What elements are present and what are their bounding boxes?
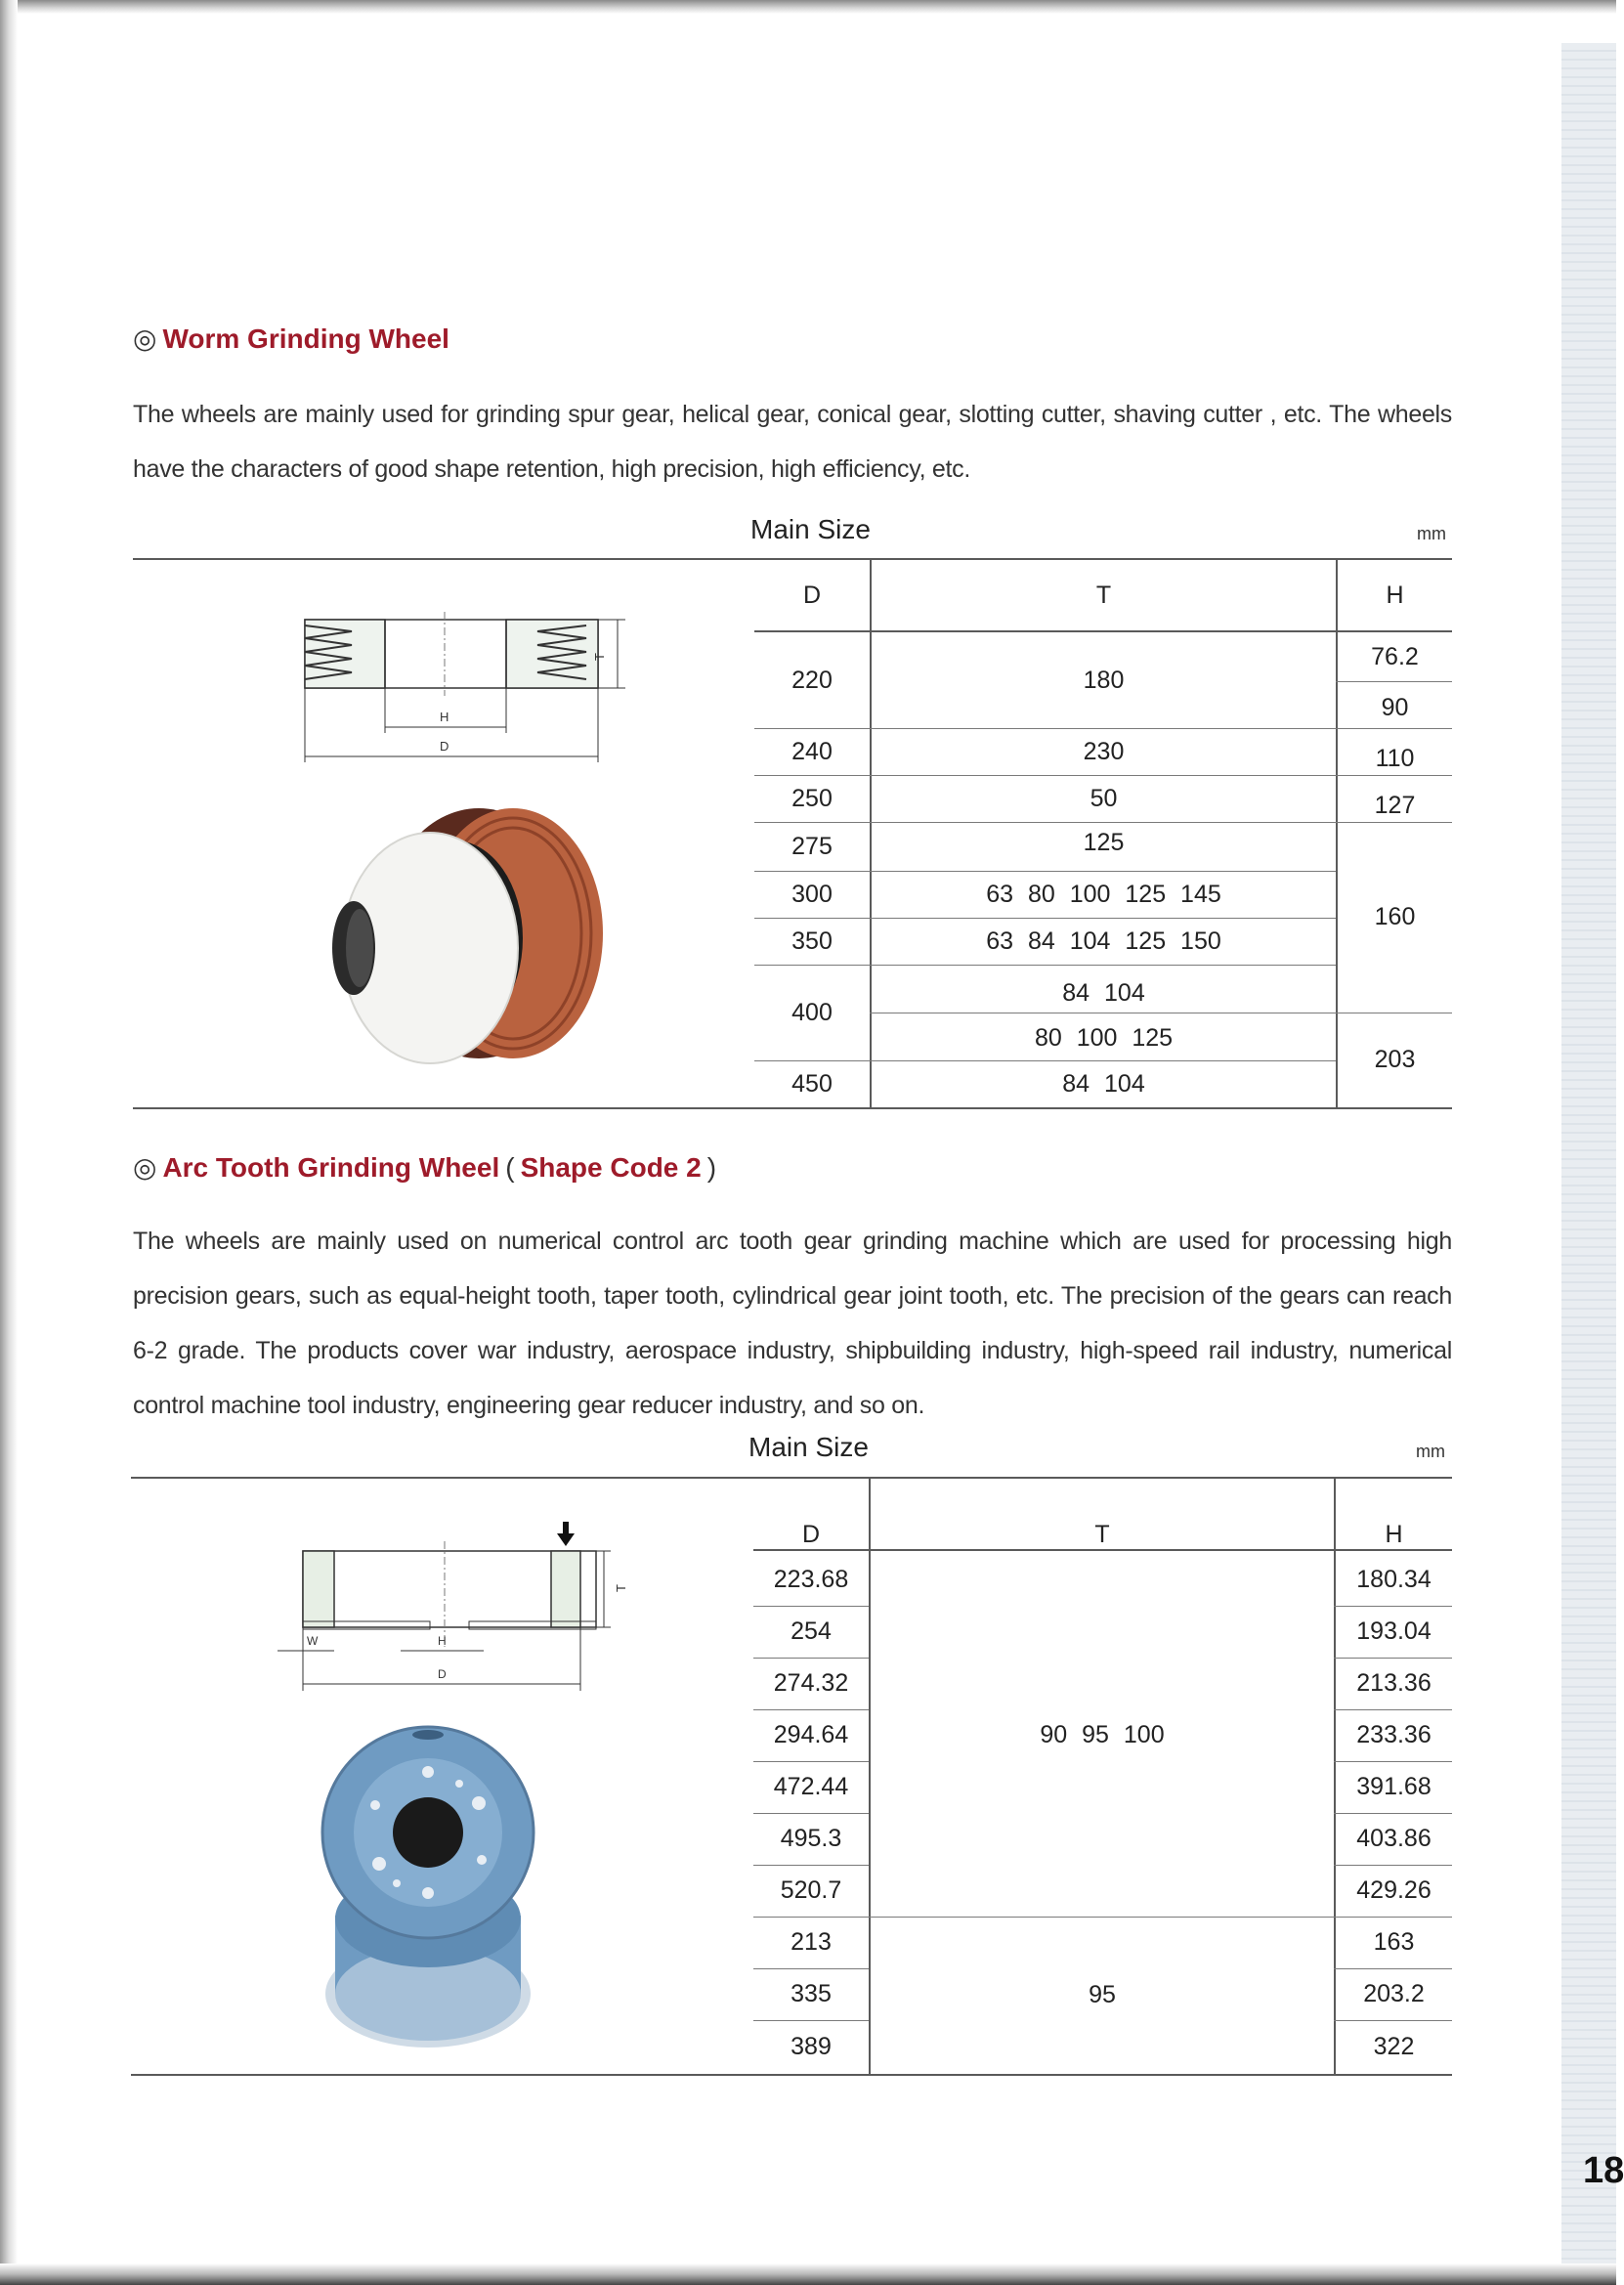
arc-unit: mm: [1416, 1442, 1445, 1461]
arc-table-caption: Main Size: [748, 1432, 869, 1462]
arc-d-cell: 335: [791, 1980, 832, 2007]
arc-d-cell: 223.68: [773, 1566, 849, 1593]
arc-paren-open: (: [505, 1152, 515, 1183]
worm-t-cell: 84 104: [1062, 978, 1145, 1007]
worm-h-cell: 90: [1381, 694, 1409, 721]
worm-d-cell: 350: [791, 927, 833, 955]
arc-wheel-diagram: [274, 1520, 645, 1696]
arc-h-cell: 322: [1373, 2033, 1415, 2060]
arc-h-cell: 163: [1373, 1928, 1415, 1956]
arc-d-cell: 389: [791, 2033, 832, 2060]
circle-mark-icon: ◎: [133, 323, 157, 354]
arc-h-cell: 203.2: [1363, 1980, 1425, 2007]
worm-diagram-d-label: D: [440, 739, 449, 754]
arc-subtitle: Shape Code 2: [520, 1152, 702, 1183]
arc-header-h: H: [1385, 1521, 1403, 1548]
arc-h-cell: 193.04: [1356, 1617, 1432, 1645]
arc-header-d: D: [801, 1521, 821, 1548]
arc-d-cell: 472.44: [773, 1773, 849, 1800]
arc-d-cell: 213: [791, 1928, 832, 1956]
worm-description: The wheels are mainly used for grinding spur gear, helical gear, conical gear, slotting cutter, shaving cutter , etc. The wheels have the characters of good shape retention, high precision, high efficiency, etc.: [133, 401, 1452, 483]
worm-t-cell: 63 80 100 125 145: [986, 880, 1221, 908]
worm-table-bottom-rule: [133, 1107, 1452, 1109]
arc-h-cell: 403.86: [1356, 1825, 1432, 1852]
worm-t-cell: 63 84 104 125 150: [986, 927, 1221, 955]
scan-edge-bottom: [0, 2263, 1616, 2285]
arc-title-text: Arc Tooth Grinding Wheel: [162, 1152, 500, 1183]
worm-header-t: T: [1095, 581, 1112, 609]
arc-d-cell: 254: [791, 1617, 832, 1645]
worm-d-cell: 300: [791, 880, 833, 908]
arc-diagram-w-label: W: [307, 1634, 319, 1648]
arc-table-top-rule: [131, 1477, 1452, 1479]
worm-header-h: H: [1386, 581, 1404, 609]
arc-diagram-h-label: H: [438, 1634, 447, 1648]
arc-d-cell: 520.7: [780, 1876, 842, 1904]
arc-diagram-t-label: T: [614, 1584, 628, 1592]
worm-t-cell: 84 104: [1062, 1069, 1145, 1098]
arc-h-cell: 429.26: [1356, 1876, 1432, 1904]
worm-t-cell: 125: [1083, 828, 1125, 856]
worm-section-title: [133, 323, 449, 355]
worm-d-cell: 240: [791, 737, 833, 765]
arc-paren-close: ): [706, 1152, 717, 1183]
arc-h-cell: 391.68: [1356, 1773, 1432, 1800]
worm-d-cell: 450: [791, 1069, 833, 1098]
worm-diagram-h-label: H: [440, 710, 449, 724]
arc-h-cell: 180.34: [1356, 1566, 1432, 1593]
arc-h-cell: 213.36: [1356, 1669, 1432, 1697]
arc-t-cell: 90 95 100: [1040, 1721, 1165, 1748]
worm-d-cell: 400: [791, 998, 833, 1026]
arc-t-cell: 95: [1089, 1981, 1116, 2008]
worm-wheel-photo: [313, 801, 606, 1075]
arc-diagram-d-label: D: [438, 1667, 447, 1681]
worm-d-cell: 275: [791, 832, 833, 860]
worm-d-cell: 220: [791, 666, 833, 694]
arc-description: The wheels are mainly used on numerical control arc tooth gear grinding machine which are used for processing high precision gears, such as equal-height tooth, taper tooth, cylindrical gear joint tooth, etc. The precision of the gears can reach 6-2 grade. The products cover war industry, aerospace industry, shipbuilding industry, high-speed rail industry, numerical control machine tool industry, engineering gear reducer industry, and so on.: [133, 1228, 1452, 1419]
worm-title-text: Worm Grinding Wheel: [162, 323, 449, 354]
worm-unit: mm: [1417, 524, 1446, 543]
scan-edge-left: [0, 0, 18, 2285]
worm-h-cell: 203: [1374, 1046, 1416, 1073]
arc-table-bottom-rule: [131, 2074, 1452, 2076]
worm-header-d: D: [802, 581, 822, 609]
worm-h-cell: 127: [1374, 791, 1416, 819]
worm-t-cell: 80 100 125: [1034, 1023, 1174, 1052]
worm-t-cell: 230: [1083, 737, 1125, 765]
worm-h-cell: 110: [1375, 744, 1415, 772]
page-side-strip: [1561, 43, 1616, 2263]
worm-diagram-t-label: T: [592, 653, 607, 661]
arc-h-cell: 233.36: [1356, 1721, 1432, 1748]
worm-t-cell: 180: [1083, 666, 1125, 694]
arc-wheel-photo: [311, 1715, 565, 2052]
worm-t-cell: 50: [1090, 784, 1118, 812]
arc-d-cell: 274.32: [773, 1669, 849, 1697]
scan-edge-top: [0, 0, 1616, 14]
arc-d-cell: 495.3: [780, 1825, 842, 1852]
circle-mark-icon: ◎: [133, 1152, 157, 1183]
page-number: 18: [1583, 2150, 1624, 2191]
arc-section-title: [133, 1151, 722, 1184]
worm-h-cell: 160: [1374, 903, 1416, 930]
arc-header-t: T: [1094, 1521, 1110, 1548]
arc-d-cell: 294.64: [773, 1721, 849, 1748]
worm-table-caption: Main Size: [750, 514, 871, 544]
arc-header-rule: [753, 1549, 1452, 1551]
worm-wheel-diagram: [293, 606, 645, 772]
worm-d-cell: 250: [791, 784, 833, 812]
worm-h-cell: 76.2: [1371, 642, 1419, 670]
